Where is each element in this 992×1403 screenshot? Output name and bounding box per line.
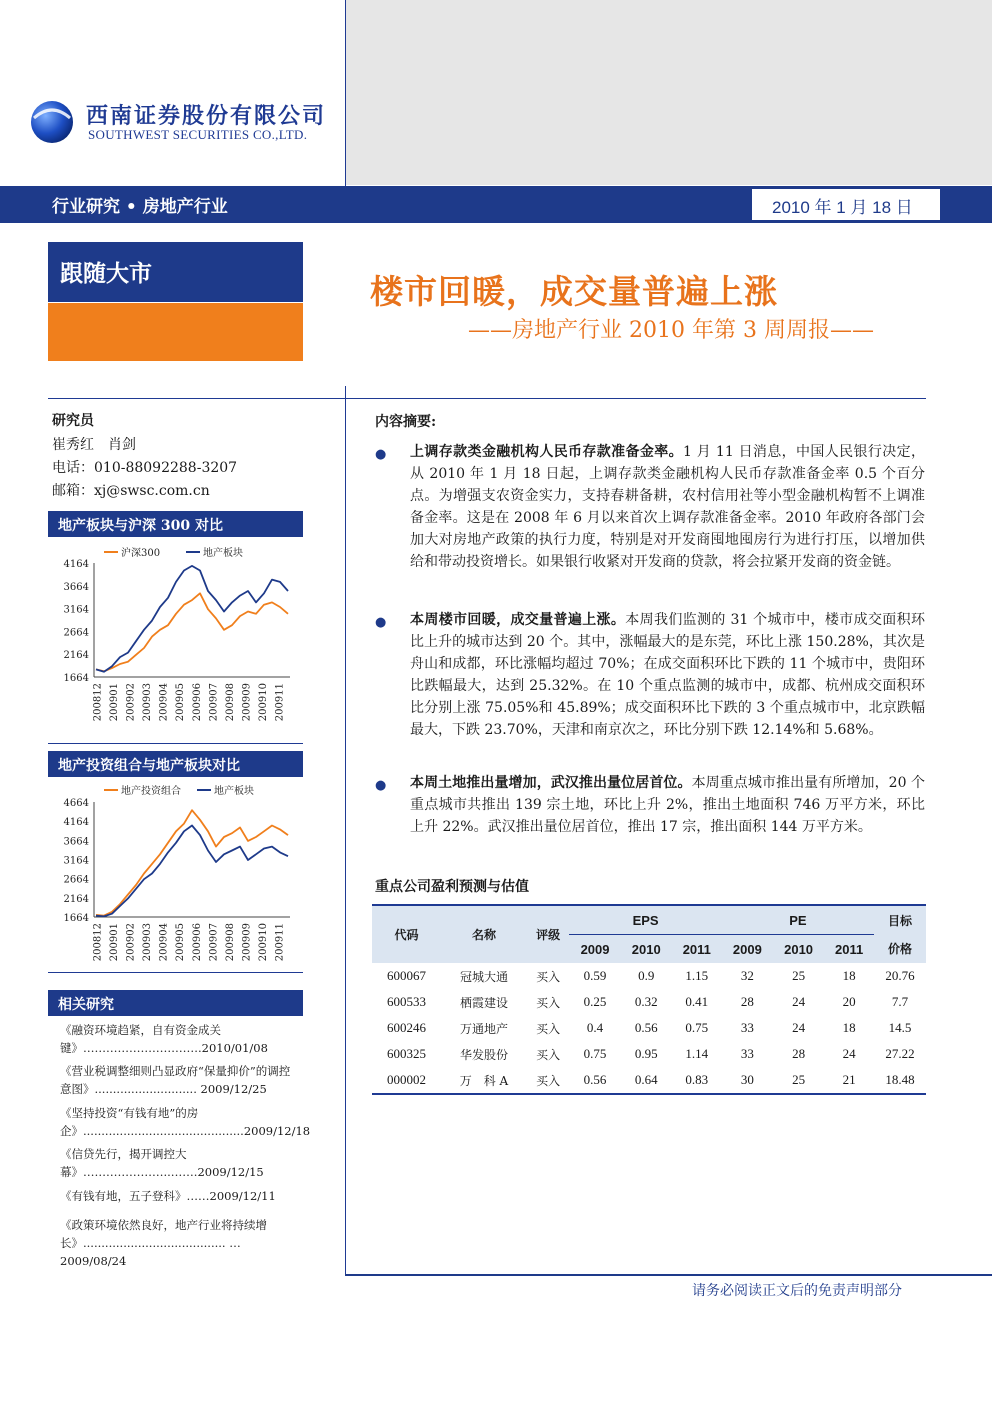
analyst-phone: 电话：010-88092288-3207: [52, 460, 238, 476]
x-tick-label: 200812: [92, 683, 104, 722]
cell-target: 7.7: [891, 994, 909, 1009]
table-row: [372, 989, 926, 1015]
legend-label: 地产投资组合: [121, 786, 181, 797]
x-tick-label: 200908: [224, 683, 236, 722]
y-tick-label: 4164: [63, 559, 89, 570]
summary-paragraph: [410, 609, 925, 741]
col-eps-year: 2011: [672, 935, 722, 964]
cell-eps-2010: 0.64: [621, 1067, 672, 1094]
header-divider: [345, 0, 346, 186]
x-tick-label: 200901: [109, 923, 121, 962]
x-tick-label: 200907: [208, 683, 220, 722]
x-tick-label: 200906: [191, 923, 203, 962]
y-tick-label: 3664: [63, 836, 89, 848]
rating-label: 跟随大市: [60, 260, 152, 287]
content-divider: [48, 398, 926, 399]
summary-body: 1 月 11 日消息，中国人民银行决定，从 2010 年 1 月 18 日起，上调存款类金融机构人民币存款准备金率 0.5 个百分点。为增强支农资金实力，支持春耕备耕，农村信用社等小型金融机构暂不上调准备金率。这是在 2008 年 6 月以来首次上调存款准备金率。2010 年政府各部门会加大对房地产政策的执行力度，特别是对开发商囤地囤房行为进行打压，以增加供给和带动投资增长。如果银行收紧对开发商的贷款，将会拉紧开发商的资金链。: [410, 444, 925, 570]
cell-target: 20.76: [885, 968, 915, 983]
cell-name: 冠城大通: [459, 969, 508, 984]
related-title-bar: [48, 990, 303, 1016]
cell-name: 万 科 A: [441, 1067, 527, 1094]
cell-target: 27.22: [885, 1046, 915, 1061]
x-tick-label: 200910: [257, 923, 269, 962]
cell-eps-2010: 0.56: [634, 1020, 658, 1035]
col-name: 名称: [441, 906, 527, 963]
cell-eps-2009: 0.59: [583, 968, 607, 983]
analyst-label: 研究员: [52, 413, 94, 429]
y-tick-label: 3664: [63, 581, 89, 593]
y-tick-label: 3164: [63, 855, 89, 867]
x-tick-label: 200812: [92, 923, 104, 962]
legend-label: 沪深300: [121, 548, 161, 559]
y-tick-label: 4164: [63, 817, 89, 829]
x-tick-label: 200903: [142, 683, 154, 722]
sector-vs-csi300-chart: [48, 540, 303, 740]
cell-code: 000002: [372, 1067, 441, 1094]
summary-title: 内容摘要:: [375, 414, 437, 430]
cell-rating: 买入: [527, 1067, 570, 1094]
summary-body: 本周重点城市推出量有所增加，20 个重点城市共推出 139 宗土地，环比上升 2%，推出土地面积 746 万平方米，环比上升 22%。武汉推出量位居首位，推出 17 宗，推出面积 144 万平方米。: [410, 775, 925, 835]
cell-rating: 买入: [536, 995, 561, 1010]
cell-name: 栖霞建设: [459, 995, 508, 1010]
related-title: 相关研究: [58, 997, 114, 1013]
cell-code: 600533: [387, 994, 427, 1009]
rating-accent-box: [48, 303, 303, 361]
x-tick-label: 200901: [109, 683, 121, 722]
cell-pe-2010: 28: [792, 1046, 806, 1061]
cell-eps-2011: 0.75: [685, 1020, 709, 1035]
summary-paragraph: [410, 441, 925, 573]
header-gray-panel: [345, 0, 992, 185]
col-rating: 评级: [527, 906, 570, 963]
bullet-icon: ●: [375, 615, 387, 630]
legend-label: 地产板块: [203, 548, 243, 559]
cell-name: 万通地产: [459, 1021, 508, 1036]
cell-name: 华发股份: [459, 1047, 508, 1062]
col-pe-year: 2010: [773, 935, 824, 964]
cell-code: 600325: [387, 1046, 427, 1061]
col-code: 代码: [372, 906, 441, 963]
x-tick-label: 200909: [241, 923, 253, 962]
x-tick-label: 200903: [142, 923, 154, 962]
cell-pe-2011: 21: [824, 1067, 874, 1094]
cell-eps-2009: 0.75: [583, 1046, 607, 1061]
col-pe-year: 2011: [824, 935, 874, 964]
col-eps: EPS: [569, 906, 721, 935]
cell-pe-2009: 33: [740, 1046, 754, 1061]
col-target-2: 价格: [874, 935, 926, 964]
report-date: 2010 年 1 月 18 日: [772, 198, 913, 217]
x-tick-label: 200904: [158, 923, 170, 962]
col-pe: PE: [722, 906, 874, 935]
cell-pe-2009: 30: [722, 1067, 773, 1094]
report-subtitle: ——房地产行业 2010 年第 3 周周报——: [468, 318, 874, 343]
chart2-title-bar: [48, 751, 303, 777]
table-row: [372, 1067, 926, 1094]
cell-pe-2011: 18: [842, 1020, 856, 1035]
x-tick-label: 200904: [158, 683, 170, 722]
cell-pe-2010: 24: [792, 994, 806, 1009]
x-tick-label: 200910: [257, 683, 269, 722]
bullet-icon: ●: [375, 778, 387, 793]
cell-eps-2011: 1.14: [685, 1046, 709, 1061]
y-tick-label: 1664: [63, 673, 89, 684]
column-divider: [345, 386, 346, 1276]
summary-lead: 本周楼市回暖，成交量普遍上涨。: [410, 612, 626, 628]
valuation-title: 重点公司盈利预测与估值: [375, 879, 529, 895]
chart2-title: 地产投资组合与地产板块对比: [58, 758, 240, 774]
series-line-secondary: [96, 566, 288, 672]
chart1-title-bar: [48, 511, 303, 537]
cell-rating: 买入: [536, 1021, 561, 1036]
col-eps-year: 2009: [569, 935, 620, 964]
analyst-names: 崔秀红 肖剑: [52, 437, 136, 453]
cell-eps-2011: 0.83: [672, 1067, 722, 1094]
y-tick-label: 2664: [63, 874, 89, 886]
table-row: [372, 1041, 926, 1067]
related-item[interactable]: 《有钱有地，五子登科》……2009/12/11: [60, 1189, 276, 1203]
x-tick-label: 200909: [241, 683, 253, 722]
related-item[interactable]: 《坚持投资“有钱有地”的房企》............................................2009/12/18: [60, 1106, 311, 1138]
cell-code: 600246: [387, 1020, 427, 1035]
summary-paragraph: [410, 772, 925, 838]
chart1-title: 地产板块与沪深 300 对比: [58, 518, 223, 534]
y-tick-label: 1664: [63, 913, 89, 924]
cell-pe-2010: 24: [792, 1020, 806, 1035]
y-tick-label: 4664: [63, 798, 89, 809]
col-eps-year: 2010: [621, 935, 672, 964]
x-tick-label: 200911: [274, 683, 286, 722]
company-name-cn: 西南证券股份有限公司: [86, 103, 327, 129]
company-logo-icon: [28, 98, 76, 146]
x-tick-label: 200907: [208, 923, 220, 962]
cell-pe-2009: 33: [740, 1020, 754, 1035]
analyst-email: 邮箱：xj@swsc.com.cn: [52, 483, 210, 499]
bullet-icon: ●: [375, 447, 387, 462]
cell-target: 18.48: [874, 1067, 926, 1094]
y-tick-label: 2664: [63, 627, 89, 639]
cell-eps-2010: 0.32: [634, 994, 658, 1009]
cell-rating: 买入: [536, 969, 561, 984]
section-title: 行业研究 • 房地产行业: [52, 197, 228, 217]
x-tick-label: 200905: [175, 683, 187, 722]
related-item[interactable]: 《营业税调整细则凸显政府“保量抑价”的调控意图》............................ 2009/12/25: [60, 1064, 291, 1096]
summary-lead: 上调存款类金融机构人民币存款准备金率。: [410, 444, 684, 460]
related-item[interactable]: 《融资环境趋紧，自有资金成关键》………………………….2010/01/08: [60, 1023, 268, 1055]
cell-eps-2010: 0.95: [634, 1046, 658, 1061]
cell-eps-2011: 1.15: [685, 968, 709, 983]
y-tick-label: 2164: [63, 893, 89, 905]
report-title: 楼市回暖，成交量普遍上涨: [370, 272, 778, 311]
footer-rule: [345, 1274, 992, 1276]
chart1-bottom-rule: [48, 743, 303, 744]
valuation-table: [372, 906, 926, 1095]
related-item[interactable]: 《政策环境依然良好，地产行业将持续增长》....................................... …2009/08/24: [60, 1218, 267, 1268]
company-name-en: SOUTHWEST SECURITIES CO.,LTD.: [88, 127, 308, 142]
cell-pe-2010: 25: [792, 968, 806, 983]
x-tick-label: 200902: [125, 923, 137, 962]
col-target-1: 目标: [874, 906, 926, 935]
cell-eps-2009: 0.4: [586, 1020, 604, 1035]
table-row: [372, 963, 926, 989]
summary-body: 本周我们监测的 31 个城市中，楼市成交面积环比上升的城市达到 20 个。其中，涨幅最大的是东莞，环比上涨 150.28%，其次是舟山和成都，环比涨幅均超过 70%；在成交面积环比下跌的 11 个城市中，贵阳环比跌幅最大，达到 25.32%。在 10 个重点监测的城市中，成都、杭州成交面积环比分别上涨 75.05%和 45.89%；成交面积环比下跌的 3 个重点城市中，北京跌幅最大，下跌 23.70%，天津和南京次之，环比分别下跌 12.14%和 5.68%。: [410, 612, 925, 738]
cell-pe-2009: 28: [740, 994, 754, 1009]
cell-pe-2011: 20: [842, 994, 856, 1009]
cell-eps-2010: 0.9: [638, 968, 655, 983]
legend-label: 地产板块: [214, 786, 254, 797]
related-item[interactable]: 《信贷先行，揭开调控大幕》…………………..…….2009/12/15: [60, 1147, 264, 1179]
cell-eps-2009: 0.56: [569, 1067, 620, 1094]
col-pe-year: 2009: [722, 935, 773, 964]
portfolio-vs-sector-chart: [48, 780, 303, 968]
cell-pe-2010: 25: [773, 1067, 824, 1094]
footer-disclaimer: 请务必阅读正文后的免责声明部分: [692, 1283, 902, 1299]
series-line-primary: [96, 593, 288, 671]
x-tick-label: 200908: [224, 923, 236, 962]
summary-lead: 本周土地推出量增加，武汉推出量位居首位。: [410, 775, 692, 791]
cell-eps-2011: 0.41: [685, 994, 709, 1009]
cell-rating: 买入: [536, 1047, 561, 1062]
y-tick-label: 2164: [63, 650, 89, 662]
cell-target: 14.5: [888, 1020, 912, 1035]
x-tick-label: 200902: [125, 683, 137, 722]
x-tick-label: 200906: [191, 683, 203, 722]
x-tick-label: 200905: [175, 923, 187, 962]
x-tick-label: 200911: [274, 923, 286, 962]
cell-pe-2009: 32: [740, 968, 754, 983]
series-line-secondary: [96, 826, 288, 917]
cell-pe-2011: 24: [842, 1046, 856, 1061]
cell-code: 600067: [387, 968, 427, 983]
table-row: [372, 1015, 926, 1041]
cell-eps-2009: 0.25: [583, 994, 607, 1009]
y-tick-label: 3164: [63, 604, 89, 616]
cell-pe-2011: 18: [842, 968, 856, 983]
chart2-bottom-rule: [48, 972, 303, 973]
